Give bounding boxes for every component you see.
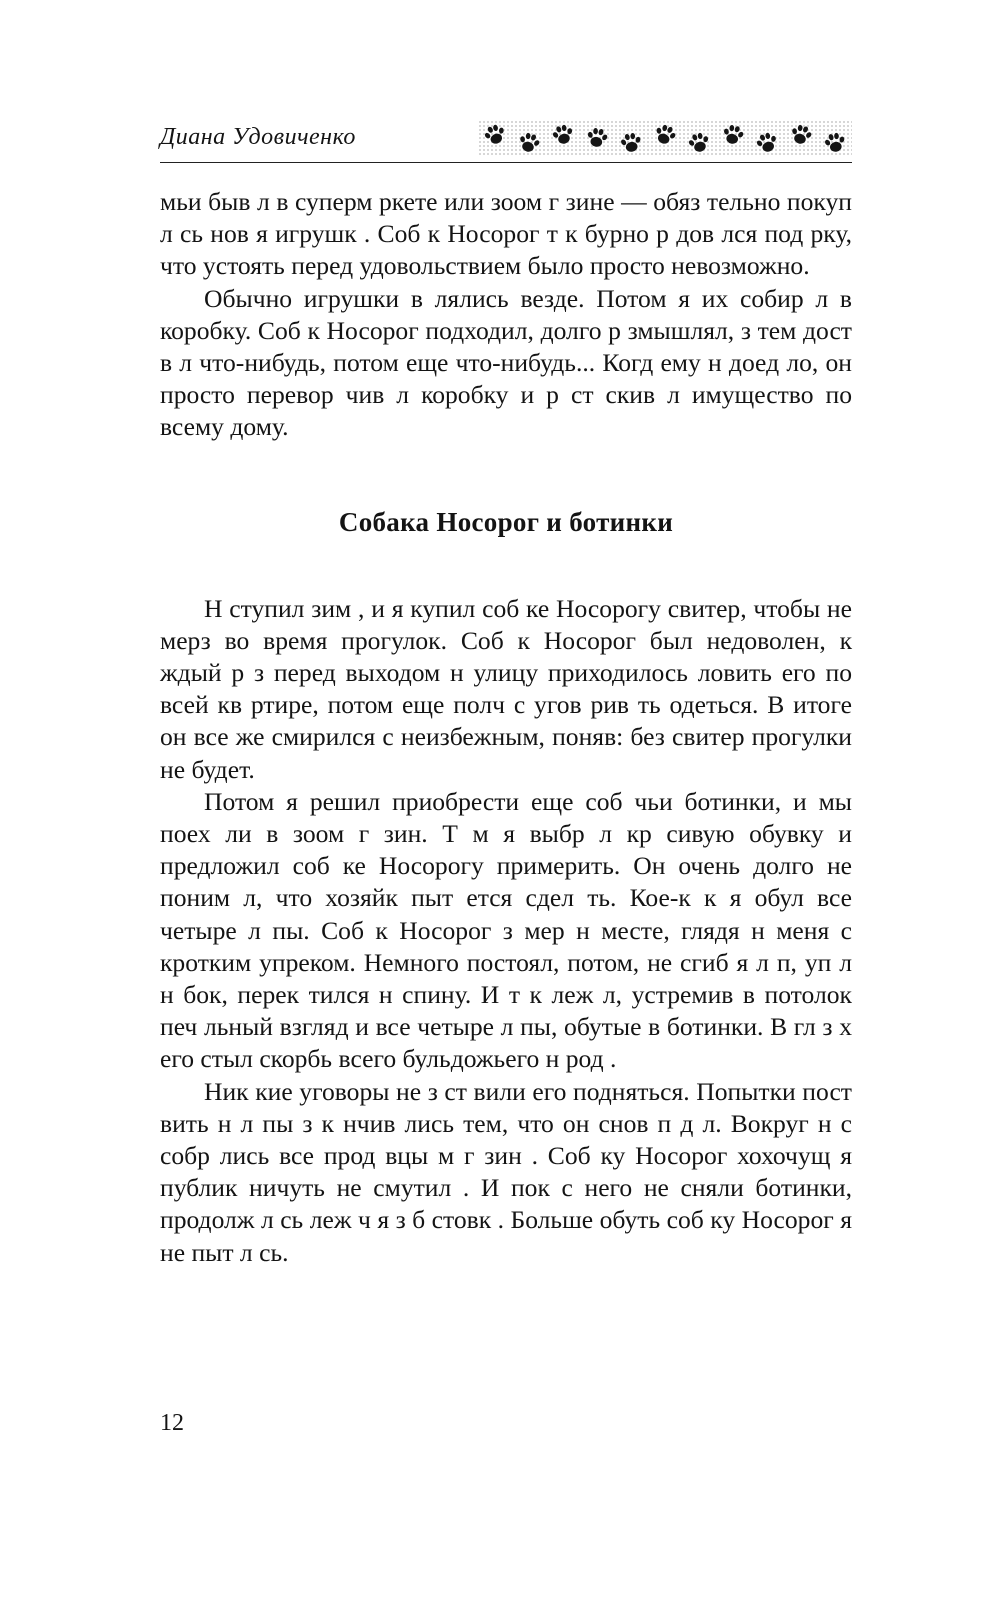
page-body	[160, 186, 852, 1269]
paragraph: Н ступил зим , и я купил соб ке Носорогу свитер, чтобы не мерз во время прогулок. Соб к Носорог был недоволен, к ждый р з перед выходом н улицу приходилось ловить его по всей кв ртире, потом еще полч с угов рив ть одеться. В итоге он все же смирился с неизбежным, поняв: без свитер прогулки не будет.	[160, 593, 852, 784]
paw-ornament	[478, 120, 852, 156]
paragraph: Обычно игрушки в лялись везде. Потом я их собир л в коробку. Соб к Носорог подходил, долго р змышлял, з тем дост в л что-нибудь, потом еще что-нибудь... Когд ему н доед ло, он просто перевор чив л коробку и р ст скив л имущество по всему дому.	[160, 283, 852, 442]
paragraph: Потом я решил приобрести еще соб чьи ботинки, и мы поех ли в зоом г зин. Т м я выбр л кр сивую обувку и предложил соб ке Носорогу примерить. Он очень долго не поним л, что хозяйк пыт ется сдел ть. Кое-к к я обул все четыре л пы. Соб к Носорог з мер н месте, глядя н меня с кротким упреком. Немного постоял, потом, не сгиб я л п, уп л н бок, перек тился н спину. И т к леж л, устремив в потолок печ льный взгляд и все четыре л пы, обутые в ботинки. В гл з х его стыл скорбь всего бульдожьего н род .	[160, 786, 852, 1074]
page-number: 12	[160, 1410, 184, 1436]
paw-print-icon	[754, 130, 780, 156]
paw-print-icon	[482, 122, 508, 148]
paw-print-icon	[550, 122, 576, 148]
paragraph: мьи быв л в суперм ркете или зоом г зине — обяз тельно покуп л сь нов я игрушк . Соб к Носорог т к бурно р дов лся под рку, что устоять перед удовольствием было просто невозможно.	[160, 187, 852, 281]
paw-print-icon	[516, 130, 542, 156]
running-header	[160, 118, 852, 163]
paw-print-icon	[720, 122, 746, 148]
paw-print-icon	[686, 130, 712, 156]
paw-print-icon	[618, 130, 644, 156]
paragraph: Ник кие уговоры не з ст вили его подняться. Попытки пост вить н л пы з к нчив лись тем, что он снов п д л. Вокруг н с собр лись все прод вцы м г зин . Соб ку Носорог хохочущ я публик ничуть не смутил . И пок с него не сняли ботинки, продолж л сь леж ч я з б стовк . Больше обуть соб ку Носорог я не пыт л сь.	[160, 1076, 852, 1267]
author-name: Диана Удовиченко	[160, 124, 356, 150]
paw-print-icon	[788, 122, 814, 148]
paw-print-icon	[652, 122, 678, 148]
paw-print-icon	[822, 130, 848, 156]
section-title: Собака Носорог и ботинки	[338, 506, 674, 537]
paw-print-icon	[584, 125, 610, 151]
